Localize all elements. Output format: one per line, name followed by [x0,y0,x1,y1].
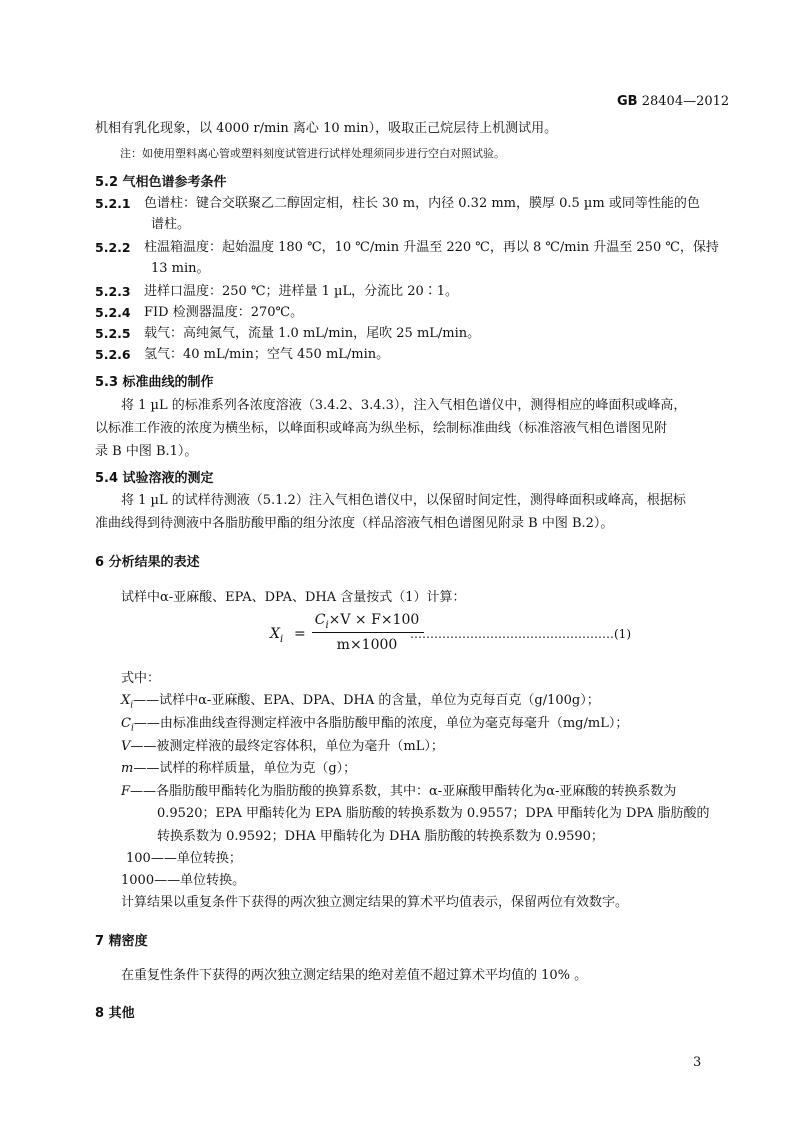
item-text-cont: 谱柱。 [151,217,191,232]
note: 注：如使用塑料离心管或塑料刻度试管进行试样处理须同步进行空白对照试验。 [120,147,505,160]
standard-code: 28404—2012 [641,94,730,109]
section-5-3-title: 5.3 标准曲线的制作 [95,375,214,390]
page-number: 3 [693,1055,702,1070]
definition-f-cont: 转换系数为 0.9592；DHA 甲酯转化为 DHA 脂肪酸的转换系数为 0.9590； [157,829,604,844]
def-text: ——各脂肪酸甲酯转化为脂肪酸的换算系数，其中：α-亚麻酸甲酯转化为α-亚麻酸的转换系数为 [130,784,677,799]
formula-lhs-subscript: i [279,633,284,645]
formula-numerator-c: C [314,612,326,628]
item-number: 5.2.3 [95,284,131,299]
item-text: 色谱柱：键合交联聚乙二醇固定相，柱长 30 m，内径 0.32 mm，膜厚 0.5 µm 或同等性能的色 [144,196,700,211]
formula-lhs-symbol: X [270,626,280,642]
fraction-bar [312,632,424,633]
continued-text: 机相有乳化现象，以 4000 r/min 离心 10 min），吸取正己烷层待上机测试用。 [95,121,558,136]
def-symbol: C [121,716,131,731]
item-text: 氢气：40 mL/min；空气 450 mL/min。 [144,347,390,362]
formula-numerator-rest: ×V × F×100 [328,612,420,628]
section-6-title: 6 分析结果的表述 [95,555,200,570]
definition-100: 100——单位转换； [126,851,242,866]
item-text: 载气：高纯氮气，流量 1.0 mL/min，尾吹 25 mL/min。 [144,326,481,341]
def-text: ——被测定样液的最终定容体积，单位为毫升（mL）； [130,739,444,754]
formula-numerator-sub: i [325,619,329,631]
definition-m [121,761,356,777]
def-symbol: X [121,693,131,708]
item-number: 5.2.4 [95,305,131,320]
definition-v [121,739,444,755]
item-text: 柱温箱温度：起始温度 180 ℃，10 ℃/min 升温至 220 ℃，再以 8 ℃/min 升温至 250 ℃，保持 [144,240,719,255]
definition-f-cont: 0.9520；EPA 甲酯转化为 EPA 脂肪酸的转换系数为 0.9557；DPA 甲酯转化为 DPA 脂肪酸的 [157,806,710,821]
paragraph-line: 在重复性条件下获得的两次独立测定结果的绝对差值不超过算术平均值的 10% 。 [121,968,588,983]
item-number: 5.2.6 [95,347,131,362]
formula-lhs [270,626,283,645]
paragraph-line: 录 B 中图 B.1）。 [95,444,198,459]
definition-xi [121,693,600,714]
paragraph-line: 以标准工作液的浓度为横坐标，以峰面积或峰高为纵坐标，绘制标准曲线（标准溶液气相色谱图见附 [95,421,668,436]
item-text: 进样口温度：250 ℃；进样量 1 µL，分流比 20∶1。 [144,284,459,299]
formula-number: ……………………………………………(1) [410,627,631,641]
section-7-title: 7 精密度 [95,934,148,949]
formula-numerator [312,612,422,631]
item-text: FID 检测器温度：270℃。 [144,305,304,320]
definition-ci [121,716,628,737]
item-text-cont: 13 min。 [151,261,210,276]
item-number: 5.2.1 [95,196,131,211]
def-text: ——试样的称样质量，单位为克（g）； [133,761,357,776]
formula-equals: = [294,626,306,642]
section-5-2-title: 5.2 气相色谱参考条件 [95,175,227,190]
item-number: 5.2.2 [95,240,131,255]
formula-denominator: m×1000 [336,637,398,653]
section-8-title: 8 其他 [95,1006,135,1021]
paragraph-line: 将 1 µL 的试样待测液（5.1.2）注入气相色谱仪中，以保留时间定性，测得峰面积或峰高，根据标 [121,493,686,508]
item-number: 5.2.5 [95,326,131,341]
def-text: ——试样中α-亚麻酸、EPA、DPA、DHA 的含量，单位为克每百克（g/100g）； [133,693,600,708]
paragraph-line: 准曲线得到待测液中各脂肪酸甲酯的组分浓度（样品溶液气相色谱图见附录 B 中图 B.2）。 [95,516,614,531]
def-text: ——由标准曲线查得测定样液中各脂肪酸甲酯的浓度，单位为毫克每毫升（mg/mL）； [133,716,629,731]
formula-intro: 试样中α-亚麻酸、EPA、DPA、DHA 含量按式（1）计算： [121,590,466,605]
formula [270,612,630,662]
section-5-4-title: 5.4 试验溶液的测定 [95,471,214,486]
paragraph-line: 将 1 µL 的标准系列各浓度溶液（3.4.2、3.4.3），注入气相色谱仪中，测得相应的峰面积或峰高， [121,398,687,413]
def-subscript: i [130,723,134,734]
def-symbol: m [121,761,134,776]
def-symbol: F [121,784,131,799]
result-statement: 计算结果以重复条件下获得的两次独立测定结果的算术平均值表示，保留两位有效数字。 [121,895,629,910]
definition-f [121,784,676,800]
standard-prefix: GB [617,94,638,109]
def-symbol: V [121,739,131,754]
def-subscript: i [130,700,134,711]
definition-1000: 1000——单位转换。 [121,873,246,888]
where-label: 式中： [121,671,161,686]
standard-number [617,94,729,109]
